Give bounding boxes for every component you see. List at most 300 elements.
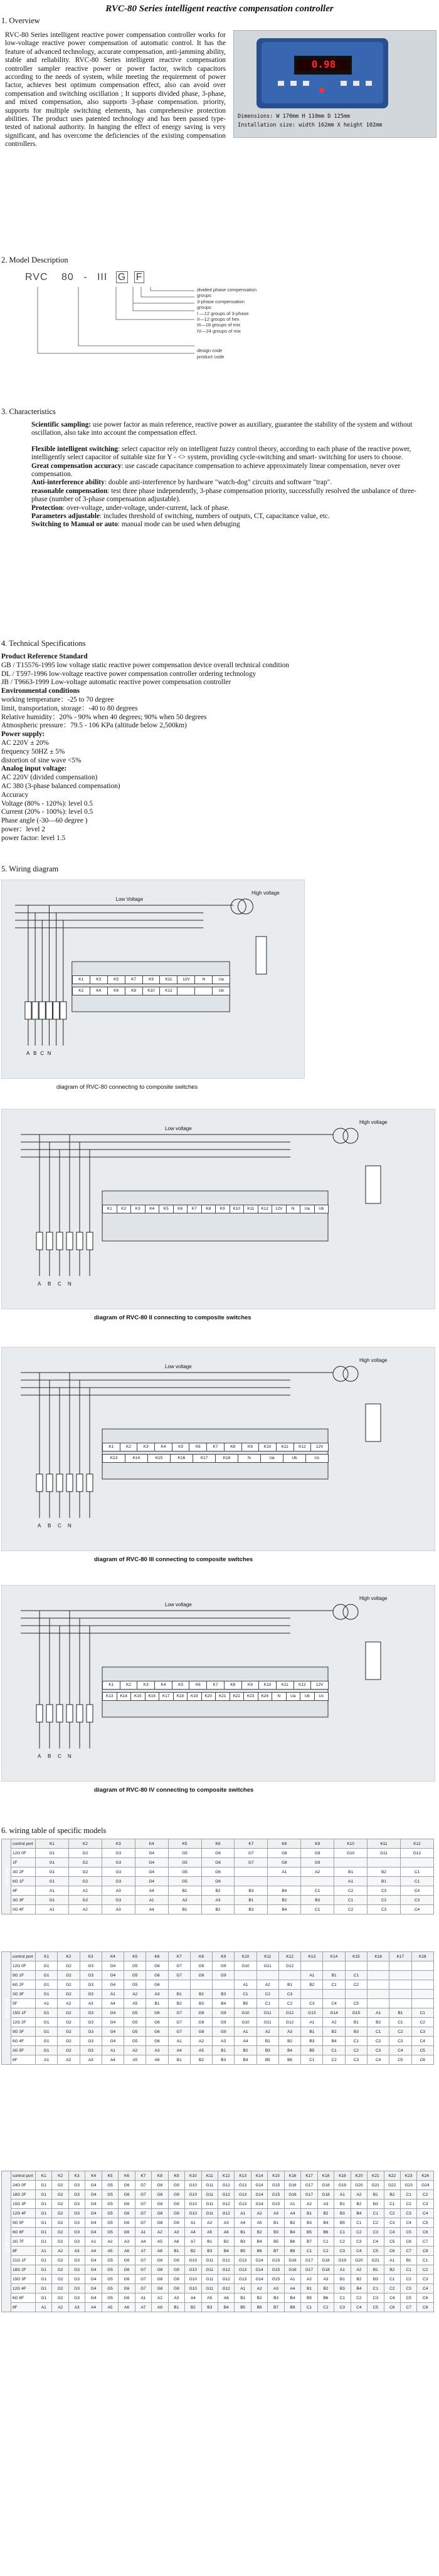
table-cell: G6 <box>119 2265 135 2275</box>
section-model <box>0 256 439 360</box>
table-cell: G7 <box>135 2209 151 2218</box>
table-row <box>2 2037 434 2046</box>
table-cell: A2 <box>68 1886 102 1896</box>
table-cell: C4 <box>400 1886 433 1896</box>
terminal-label: K6 <box>189 1443 207 1452</box>
table-cell: C1 <box>235 1990 257 1999</box>
table-cell: G11 <box>257 2018 278 2027</box>
table-cell: G5 <box>102 2265 118 2275</box>
spec-line: Voltage (80% - 120%): level 0.5 <box>1 799 93 808</box>
table-cell: G8 <box>152 2265 168 2275</box>
table-cell: C4 <box>400 2218 416 2228</box>
table-cell: B5 <box>301 2228 317 2237</box>
table-cell <box>389 1971 411 1980</box>
terminal-label: K20 <box>201 1692 216 1701</box>
table-header-cell: K2 <box>52 2171 68 2181</box>
table-cell: G6 <box>119 2275 135 2284</box>
table-cell: G4 <box>135 1867 168 1877</box>
table-header-cell: K23 <box>400 2171 416 2181</box>
table-cell: G2 <box>52 2256 68 2265</box>
phase-label: A <box>38 1281 41 1287</box>
table-cell: B4 <box>317 2218 334 2228</box>
table-cell: G2 <box>52 2209 68 2218</box>
table-cell: G1 <box>36 1849 69 1858</box>
terminal-label: K7 <box>125 975 143 984</box>
terminal-label: K9 <box>241 1681 260 1690</box>
table-cell: B6 <box>317 2293 334 2303</box>
wiring-table-heading: 6. wiring table of specific models <box>1 1826 107 1835</box>
table-cell: A2 <box>168 1896 201 1905</box>
table-cell: A3 <box>68 2246 85 2256</box>
table-cell: 15G 1F <box>11 2008 36 2018</box>
terminal-label: K11 <box>243 1205 258 1213</box>
table-cell: G3 <box>68 2265 85 2275</box>
table-cell: G3 <box>102 1896 135 1905</box>
table-cell: A7 <box>185 2237 201 2246</box>
table-cell: G1 <box>36 1990 58 1999</box>
model-heading: 2. Model Description <box>1 256 68 264</box>
spec-line: limit, transportation, storage：-40 to 80 degrees <box>1 704 138 712</box>
table-cell: G5 <box>124 2027 146 2037</box>
table-cell: C4 <box>367 2055 389 2065</box>
table-row <box>2 2046 434 2055</box>
table-cell: B8 <box>284 2303 300 2312</box>
schematic-shape <box>60 1002 66 1019</box>
table-cell: A4 <box>135 2237 151 2246</box>
table-row <box>2 1858 434 1867</box>
table-cell: B6 <box>317 2228 334 2237</box>
table-cell: A3 <box>317 2275 334 2284</box>
table-cell: 6G 2F <box>11 1980 36 1990</box>
table-cell: G6 <box>146 1980 168 1990</box>
table-header-cell: K10 <box>235 1952 257 1961</box>
table-cell: C1 <box>351 2218 367 2228</box>
table-cell: G3 <box>80 1980 102 1990</box>
table-cell <box>268 1877 301 1886</box>
schematic-shape <box>56 1705 63 1722</box>
table-cell: 9G 3F <box>11 2027 36 2037</box>
table-header-cell: K19 <box>334 2171 351 2181</box>
schematic-shape <box>66 1705 73 1722</box>
table-cell: G7 <box>135 2256 151 2265</box>
table-cell: G3 <box>80 1990 102 1999</box>
table-cell: B4 <box>268 1905 301 1914</box>
table-cell: C2 <box>317 2303 334 2312</box>
table-cell: G11 <box>201 2256 218 2265</box>
table-cell: C2 <box>351 2293 367 2303</box>
table-cell: G11 <box>201 2181 218 2190</box>
terminal-label: 12V <box>177 975 195 984</box>
table-cell: B3 <box>301 2037 323 2046</box>
table-cell: A6 <box>119 2303 135 2312</box>
table-header-cell: control port <box>11 1952 36 1961</box>
table-cell: G22 <box>384 2181 400 2190</box>
table-cell: B2 <box>384 2190 400 2199</box>
schematic-shape <box>231 899 246 914</box>
high-voltage-label: High voltage <box>359 1119 388 1125</box>
table-cell: G1 <box>36 2027 58 2037</box>
terminal-label: K13 <box>102 1454 125 1463</box>
table-cell: B1 <box>323 1971 345 1980</box>
table-cell: A1 <box>36 2303 52 2312</box>
table-cell: C1 <box>334 2293 351 2303</box>
table-cell: A1 <box>367 2008 389 2018</box>
table-cell: C4 <box>417 2209 434 2218</box>
characteristic-label: Great compensation accuracy <box>31 462 122 470</box>
table-cell: A2 <box>251 2284 267 2293</box>
table-cell: G10 <box>235 1961 257 1971</box>
table-cell: C5 <box>389 2055 411 2065</box>
schematic-shape <box>87 1474 93 1492</box>
table-cell: G15 <box>268 2275 284 2284</box>
table-cell: G12 <box>278 2018 300 2027</box>
table-cell: G2 <box>58 1990 80 1999</box>
wiring-table <box>1 2171 434 2312</box>
table-cell: C2 <box>317 2246 334 2256</box>
table-cell: C2 <box>278 1999 300 2008</box>
schematic-shape <box>32 1002 38 1019</box>
table-cell: G4 <box>85 2190 102 2199</box>
schematic-shape <box>46 1474 53 1492</box>
table-cell: G14 <box>323 2008 345 2018</box>
table-row <box>2 1980 434 1990</box>
table-cell: C3 <box>368 1905 401 1914</box>
table-cell: G4 <box>102 2018 124 2027</box>
table-cell: B4 <box>284 2228 300 2237</box>
table-cell <box>367 1980 389 1990</box>
schematic-shape <box>343 1128 358 1143</box>
table-cell: G2 <box>68 1849 102 1858</box>
table-cell: G19 <box>334 2181 351 2190</box>
table-cell <box>257 1971 278 1980</box>
table-cell: G9 <box>168 2218 184 2228</box>
table-cell: G13 <box>235 2256 251 2265</box>
wiring-diagram <box>1 1109 435 1309</box>
characteristic-item <box>31 512 426 521</box>
table-cell: G1 <box>36 2256 52 2265</box>
table-cell: G1 <box>36 2018 58 2027</box>
characteristic-text: : includes threshold of switching, numbers of outputs, CT, capacitance value, etc. <box>99 512 330 521</box>
table-cell: C2 <box>334 1905 368 1914</box>
table-cell: B3 <box>213 1990 235 1999</box>
terminal-label: K11 <box>276 1443 294 1452</box>
table-cell: B1 <box>334 2199 351 2209</box>
wiring-table <box>1 1839 434 1914</box>
table-cell: B5 <box>235 1999 257 2008</box>
table-cell: A2 <box>58 2055 80 2065</box>
terminal-label: 12V <box>272 1205 287 1213</box>
table-cell: G3 <box>80 2037 102 2046</box>
table-cell: B1 <box>213 2046 235 2055</box>
table-header-cell: K2 <box>68 1839 102 1849</box>
table-header-cell: K11 <box>368 1839 401 1849</box>
table-cell: G15 <box>268 2265 284 2275</box>
table-cell: A5 <box>251 2218 267 2228</box>
table-cell: G5 <box>124 1961 146 1971</box>
table-header-cell: K6 <box>119 2171 135 2181</box>
low-voltage-label: Low Voltage <box>115 896 144 902</box>
table-cell: A2 <box>124 2046 146 2055</box>
table-cell: G5 <box>124 2008 146 2018</box>
table-cell: G17 <box>301 2181 317 2190</box>
terminal-label: Ub <box>283 1454 306 1463</box>
wiring-heading: 5. Wiring diagram <box>1 865 59 873</box>
schematic-shape <box>66 1474 73 1492</box>
table-cell: 18G 2F <box>11 2265 36 2275</box>
table-cell: C1 <box>334 1896 368 1905</box>
table-header-cell: K8 <box>190 1952 212 1961</box>
table-header-cell: K15 <box>345 1952 367 1961</box>
table-header-cell: K10 <box>185 2171 201 2181</box>
table-cell: 15G 3F <box>11 2275 36 2284</box>
terminal-label: K9 <box>215 1205 230 1213</box>
table-cell <box>368 1858 401 1867</box>
table-cell: G4 <box>85 2181 102 2190</box>
table-cell: B2 <box>284 2218 300 2228</box>
table-cell: A4 <box>235 2218 251 2228</box>
table-cell: A4 <box>102 2055 124 2065</box>
table-cell: G4 <box>85 2265 102 2275</box>
table-header-cell: K13 <box>235 2171 251 2181</box>
table-cell: C8 <box>417 2246 434 2256</box>
characteristic-item <box>31 487 426 504</box>
table-header-cell: control port <box>11 1839 36 1849</box>
table-cell: C1 <box>345 2037 367 2046</box>
table-cell: A7 <box>135 2303 151 2312</box>
table-cell: G6 <box>201 1849 235 1858</box>
legend-item: II—12 groups of hex <box>197 316 240 323</box>
table-cell: B2 <box>190 1990 212 1999</box>
table-cell: C3 <box>351 2237 367 2246</box>
table-row <box>2 2027 434 2037</box>
table-cell: G9 <box>168 2284 184 2293</box>
table-cell: G23 <box>400 2181 416 2190</box>
table-cell: A3 <box>102 1905 135 1914</box>
table-header-row <box>2 1952 434 1961</box>
table-cell: G9 <box>213 1971 235 1980</box>
table-cell: G2 <box>58 2018 80 2027</box>
table-row <box>2 2055 434 2065</box>
table-cell: G5 <box>124 1980 146 1990</box>
table-cell: C1 <box>400 2190 416 2199</box>
table-cell: B1 <box>334 1867 368 1877</box>
table-cell: G9 <box>168 2256 184 2265</box>
table-cell: C1 <box>368 2284 384 2293</box>
table-cell: B4 <box>251 2237 267 2246</box>
table-cell: A8 <box>152 2246 168 2256</box>
terminal-label: K8 <box>201 1205 216 1213</box>
table-cell: G3 <box>80 2018 102 2027</box>
table-cell: C3 <box>278 1990 300 1999</box>
table-cell: C2 <box>345 1980 367 1990</box>
diagram-caption: diagram of RVC-80 connecting to composite switches <box>56 1084 198 1091</box>
dimensions-label: Dimensions: W 170mm H 110mm D 125mm <box>238 113 351 120</box>
table-cell: G11 <box>257 2008 278 2018</box>
table-cell: B1 <box>235 1896 268 1905</box>
table-cell <box>278 1971 300 1980</box>
table-cell: G12 <box>218 2199 234 2209</box>
table-cell: G10 <box>185 2181 201 2190</box>
table-cell: G6 <box>119 2228 135 2237</box>
terminal-label: K10 <box>230 1205 245 1213</box>
table-cell: C1 <box>301 2055 323 2065</box>
table-row <box>2 2218 434 2228</box>
schematic-shape <box>56 1474 63 1492</box>
table-cell: G8 <box>152 2199 168 2209</box>
table-cell: C4 <box>384 2293 400 2303</box>
table-cell: C2 <box>417 2190 434 2199</box>
schematic-shape <box>56 1232 63 1250</box>
table-cell <box>190 1980 212 1990</box>
specs-list <box>1 653 434 843</box>
table-cell: 21G 1F <box>11 2256 36 2265</box>
table-cell: G5 <box>102 2293 118 2303</box>
terminal-label: K10 <box>142 987 161 995</box>
schematic-shape <box>343 1604 358 1619</box>
spec-line: AC 220V ± 20% <box>1 739 49 747</box>
table-cell: 12G 0F <box>11 1961 36 1971</box>
table-cell: C1 <box>257 1999 278 2008</box>
table-cell: A1 <box>36 1886 69 1896</box>
table-cell: A6 <box>168 2237 184 2246</box>
table-cell: A3 <box>146 1990 168 1999</box>
table-cell: A5 <box>152 2237 168 2246</box>
low-voltage-label: Low voltage <box>165 1602 192 1607</box>
table-cell: G18 <box>317 2265 334 2275</box>
table-cell: B3 <box>190 1999 212 2008</box>
table-cell: C4 <box>384 2228 400 2237</box>
table-cell: A4 <box>102 1999 124 2008</box>
table-cell: G2 <box>68 1867 102 1877</box>
overview-heading: 1. Overview <box>1 16 40 25</box>
table-cell: G2 <box>68 1877 102 1886</box>
terminal-label: Uc <box>314 1692 329 1701</box>
table-cell: B2 <box>235 2046 257 2055</box>
table-cell <box>213 1980 235 1990</box>
phase-label: N <box>68 1753 71 1759</box>
terminal-label: K7 <box>206 1443 225 1452</box>
terminal-label: K2 <box>72 987 90 995</box>
section-specs <box>0 639 439 846</box>
table-header-cell: K12 <box>278 1952 300 1961</box>
table-cell: C1 <box>400 2265 416 2275</box>
table-cell: G9 <box>301 1858 334 1867</box>
table-cell: B4 <box>213 1999 235 2008</box>
table-header-cell: K4 <box>85 2171 102 2181</box>
terminal-label: Ub <box>300 1692 315 1701</box>
table-cell: A5 <box>102 2303 118 2312</box>
table-cell: G9 <box>168 2190 184 2199</box>
table-cell: A4 <box>284 2284 300 2293</box>
table-row <box>2 2018 434 2027</box>
table-cell: G16 <box>284 2256 300 2265</box>
phase-label: B <box>48 1523 51 1529</box>
table-header-cell: K18 <box>411 1952 433 1961</box>
table-cell: G1 <box>36 2037 58 2046</box>
table-cell: A4 <box>135 1905 168 1914</box>
table-cell: 3G 3F <box>11 1990 36 1999</box>
table-cell: G5 <box>168 1867 201 1877</box>
table-cell: 6G 1F <box>11 1877 36 1886</box>
table-row <box>2 1961 434 1971</box>
table-cell: C1 <box>301 1905 334 1914</box>
table-cell: B3 <box>368 2275 384 2284</box>
table-cell: B4 <box>278 2046 300 2055</box>
table-cell: A1 <box>36 1999 58 2008</box>
table-cell: C2 <box>389 2027 411 2037</box>
table-cell: G11 <box>368 1849 401 1858</box>
phase-label: C <box>58 1523 61 1529</box>
phase-label: B <box>48 1281 51 1287</box>
table-cell: C2 <box>334 2237 351 2246</box>
table-cell: G2 <box>68 1858 102 1867</box>
table-row <box>2 2256 434 2265</box>
table-cell: G15 <box>268 2181 284 2190</box>
table-cell: G15 <box>268 2199 284 2209</box>
table-cell: B6 <box>251 2303 267 2312</box>
table-cell: B3 <box>334 2284 351 2293</box>
table-header-cell: K24 <box>417 2171 434 2181</box>
table-cell: G1 <box>36 1858 69 1867</box>
terminal-label: K3 <box>137 1681 155 1690</box>
table-cell: A2 <box>301 1867 334 1877</box>
table-cell: A4 <box>135 1886 168 1896</box>
legend-item: III—18 groups of mix <box>197 322 241 328</box>
table-cell <box>301 1990 323 1999</box>
table-cell: A1 <box>334 2265 351 2275</box>
table-cell: G1 <box>36 2199 52 2209</box>
table-row <box>2 2303 434 2312</box>
table-cell: C1 <box>301 2246 317 2256</box>
table-header-cell: K17 <box>389 1952 411 1961</box>
schematic-shape <box>53 1002 60 1019</box>
table-cell: B3 <box>268 2293 284 2303</box>
table-header-cell: K5 <box>124 1952 146 1961</box>
schematic-shape <box>238 899 253 914</box>
table-cell: B5 <box>301 2293 317 2303</box>
table-cell: B1 <box>235 2228 251 2237</box>
terminal-label: K13 <box>102 1692 117 1701</box>
table-cell: G7 <box>168 1961 190 1971</box>
terminal-label: K4 <box>90 987 108 995</box>
schematic-shape <box>102 1191 328 1241</box>
table-cell: G7 <box>235 1858 268 1867</box>
table-cell: 3G 7F <box>11 2237 36 2246</box>
table-row <box>2 2228 434 2237</box>
table-row <box>2 2190 434 2199</box>
table-cell: B6 <box>278 2055 300 2065</box>
terminal-label: K1 <box>72 975 90 984</box>
table-cell: G7 <box>235 1849 268 1858</box>
table-cell: G7 <box>135 2284 151 2293</box>
table-cell: A6 <box>119 2246 135 2256</box>
table-cell: G4 <box>85 2199 102 2209</box>
table-cell: B2 <box>301 1980 323 1990</box>
table-cell: 6G 4F <box>11 2037 36 2046</box>
table-header-cell: control port <box>11 2171 36 2181</box>
table-cell: B1 <box>368 2190 384 2199</box>
table-cell: G12 <box>218 2190 234 2199</box>
terminal-label: K3 <box>137 1443 155 1452</box>
table-cell: B2 <box>351 2199 367 2209</box>
table-cell: C5 <box>411 2046 433 2055</box>
schematic-shape <box>87 1232 93 1250</box>
terminal-label: K3 <box>90 975 108 984</box>
spec-line: Atmospheric pressure：79.5 - 106 KPa (altitude below 2,500km) <box>1 722 187 730</box>
terminal-label: 12V <box>310 1443 329 1452</box>
terminal-label: Ua <box>212 975 230 984</box>
table-cell: A1 <box>334 1877 368 1886</box>
